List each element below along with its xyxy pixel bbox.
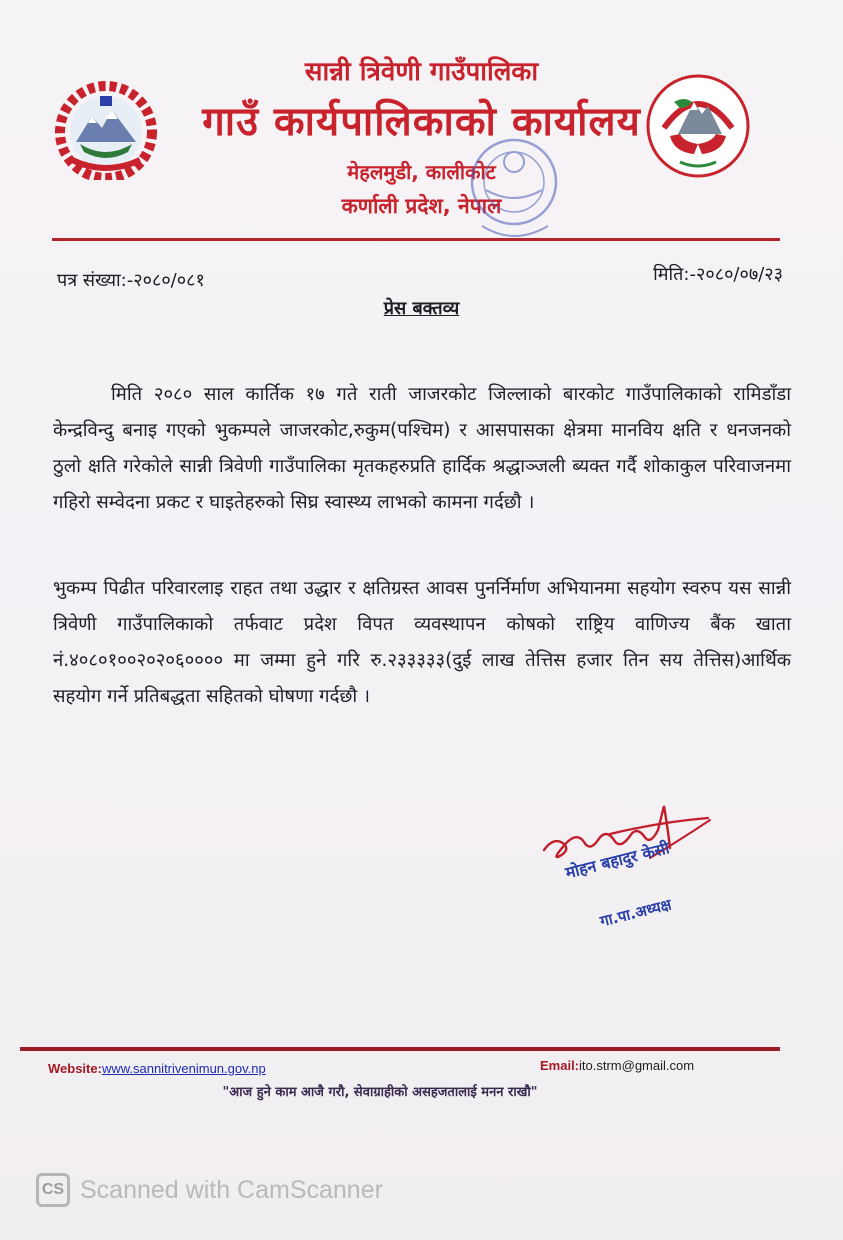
office-address: मेहलमुडी, कालीकोट	[347, 160, 496, 184]
municipality-name: सान्नी त्रिवेणी गाउँपालिका	[304, 57, 539, 87]
watermark-text: Scanned with CamScanner	[80, 1175, 383, 1204]
municipality-logo-icon	[644, 72, 752, 180]
reference-number: पत्र संख्या:-२०८०/०८१	[57, 270, 205, 291]
website-label: Website:	[48, 1061, 102, 1076]
footer-divider	[20, 1047, 780, 1051]
scanner-watermark	[36, 1170, 383, 1210]
signatory-title: गा.पा.अध्यक्ष	[598, 895, 674, 931]
signatory-name: मोहन बहादुर केसी	[563, 838, 672, 883]
website-link[interactable]: www.sannitrivenimun.gov.np	[101, 1061, 266, 1076]
office-name: गाउँ कार्यपालिकाको कार्यालय	[202, 99, 641, 145]
footer-motto: "आज हुने काम आजै गरौ, सेवाग्राहीको असहजतालाई मनन राखौ"	[222, 1085, 538, 1100]
email-label: Email:	[540, 1058, 580, 1073]
letter-date: मिति:-२०८०/०७/२३	[653, 264, 783, 285]
footer-website	[48, 1061, 266, 1076]
email-link[interactable]: ito.strm@gmail.com	[579, 1058, 695, 1073]
subject-text: प्रेस बक्तव्य	[383, 298, 460, 319]
province-name: कर्णाली प्रदेश, नेपाल	[341, 194, 502, 218]
subject-heading	[0, 296, 843, 320]
header-divider	[52, 238, 780, 241]
body-paragraph-2: भुकम्प पिढीत परिवारलाइ राहत तथा उद्धार र क्षतिग्रस्त आवस पुनर्निर्माण अभियानमा सहयोग स्वरुप यस सान्नी त्रिवेणी गाउँपालिकाको तर्फवाट प्रदेश विपत व्यवस्थापन कोषको राष्ट्रिय वाणिज्य बैंक खाता नं.४०८०१००२०२०६०००० मा जम्मा हुने गरि रु.२३३३३३(दुई लाख तेत्तिस हजार तिन सय तेत्तिस)आर्थिक सहयोग गर्ने प्रतिबद्धता सहितको घोषणा गर्दछौ ।	[53, 577, 791, 707]
footer-email	[540, 1058, 694, 1073]
body-paragraph-1: मिति २०८० साल कार्तिक १७ गते राती जाजरकोट जिल्लाको बारकोट गाउँपालिकाको रामिडाँडा केन्द्रविन्दु बनाइ गएको भुकम्पले जाजरकोट,रुकुम(पश्चिम) र आसपासका क्षेत्रमा मानविय क्षति र धनजनको ठुलो क्षति गरेकोले सान्नी त्रिवेणी गाउँपालिका मृतकहरुप्रति हार्दिक श्रद्धाञ्जली ब्यक्त गर्दै शोकाकुल परिवाजनमा गहिरो सम्वेदना प्रकट र घाइतेहरुको सिघ्र स्वास्थ्य लाभको कामना गर्दछौ ।	[53, 383, 791, 513]
camscanner-icon: CS	[36, 1173, 70, 1207]
